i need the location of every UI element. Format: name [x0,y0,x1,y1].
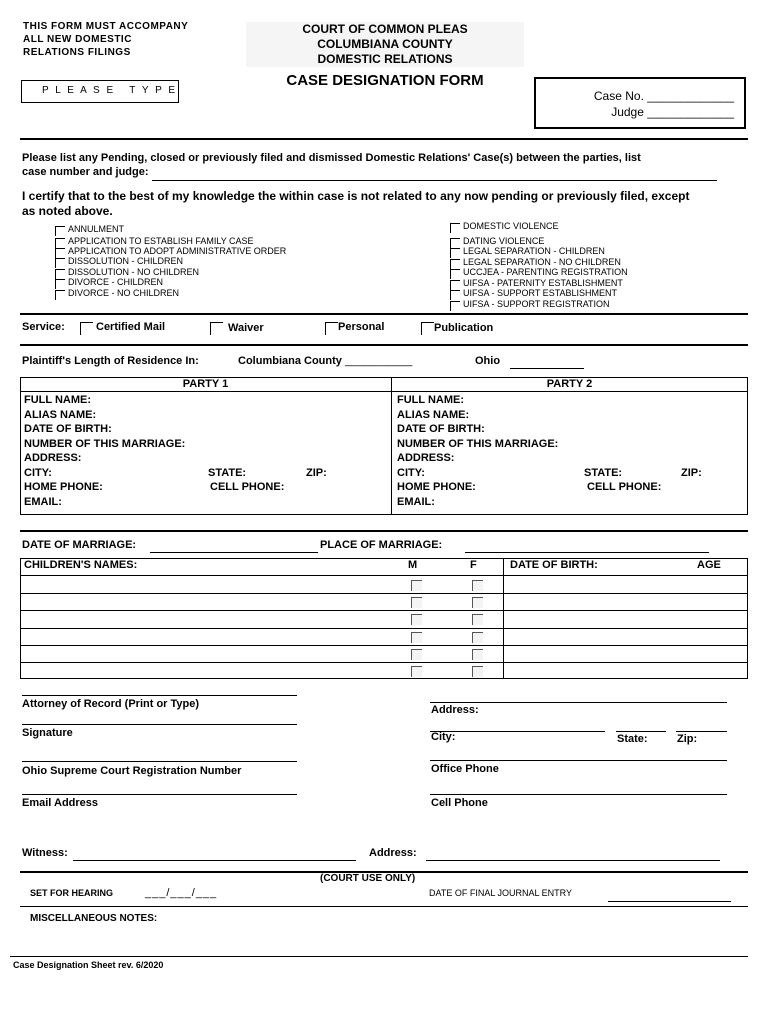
witness-line[interactable] [73,860,356,861]
checkbox[interactable] [450,238,460,248]
case-type-label: DISSOLUTION - NO CHILDREN [68,267,200,277]
service-option-label: Waiver [228,322,264,334]
child-f-checkbox[interactable] [472,666,483,677]
related-cases-line[interactable] [152,180,717,181]
certification-statement: I certify that to the best of my knowledge the within case is not related to any now pending or previously filed, except as noted above. [22,189,690,218]
children-table [20,558,748,679]
case-type-label: UIFSA - SUPPORT REGISTRATION [463,299,610,309]
party1-address[interactable]: ADDRESS: [24,452,82,464]
case-info-box [534,77,746,129]
signature-label: Signature [22,727,73,739]
attorney-record-line[interactable] [22,695,297,696]
checkbox[interactable] [450,290,460,300]
children-dob-header: DATE OF BIRTH: [510,559,598,571]
hearing-date-field[interactable]: ___/___/___ [145,887,218,899]
place-of-marriage-line[interactable] [465,552,709,553]
case-type-label: APPLICATION TO ADOPT ADMINISTRATIVE ORDER [68,246,287,256]
service-option-label: Certified Mail [96,321,166,333]
party2-city[interactable]: CITY: [397,466,425,479]
case-type-label: UCCJEA - PARENTING REGISTRATION [463,267,628,277]
case-number-field[interactable]: Case No. _____________ [593,89,734,103]
checkbox[interactable] [450,223,460,233]
office-phone-line[interactable] [430,760,727,761]
checkbox[interactable] [55,238,65,248]
date-of-marriage-line[interactable] [150,552,318,553]
service-option-label: Personal [338,321,385,333]
checkbox[interactable] [55,248,65,258]
witness-label: Witness: [22,847,68,859]
party2-full-name[interactable]: FULL NAME: [397,394,465,406]
child-f-checkbox[interactable] [472,597,483,608]
date-of-marriage-label: DATE OF MARRIAGE: [22,539,137,551]
service-waiver-checkbox[interactable] [210,322,223,335]
case-type-label: UIFSA - SUPPORT ESTABLISHMENT [463,288,618,298]
child-m-checkbox[interactable] [411,597,422,608]
pending-cases-instruction: Please list any Pending, closed or previously filed and dismissed Domestic Relations' Case(s) between the parties, list case number and judge: [22,152,641,178]
checkbox[interactable] [450,269,460,279]
party2-state[interactable]: STATE: [584,466,623,479]
judge-field[interactable]: Judge _____________ [611,105,734,119]
office-phone-label: Office Phone [431,763,499,775]
checkbox[interactable] [450,301,460,311]
child-m-checkbox[interactable] [411,649,422,660]
party1-dob[interactable]: DATE OF BIRTH: [24,423,112,435]
footer-revision: Case Designation Sheet rev. 6/2020 [13,960,164,970]
signature-line[interactable] [22,724,297,725]
case-type-label: DOMESTIC VIOLENCE [463,221,559,231]
case-type-label: DIVORCE - CHILDREN [68,277,164,287]
checkbox[interactable] [450,248,460,258]
party2-marriage-number[interactable]: NUMBER OF THIS MARRIAGE: [397,437,559,450]
case-type-label: APPLICATION TO ESTABLISH FAMILY CASE [68,236,254,246]
party1-zip[interactable]: ZIP: [306,466,327,479]
party2-email[interactable]: EMAIL: [397,495,435,508]
cell-phone-label: Cell Phone [431,797,488,809]
registration-label: Ohio Supreme Court Registration Number [22,765,242,777]
checkbox[interactable] [55,279,65,289]
child-m-checkbox[interactable] [411,632,422,643]
checkbox[interactable] [55,258,65,268]
cell-phone-line[interactable] [430,794,727,795]
case-type-label: DATING VIOLENCE [463,236,545,246]
party1-full-name[interactable]: FULL NAME: [24,394,92,406]
party1-marriage-number[interactable]: NUMBER OF THIS MARRIAGE: [24,437,186,450]
court-heading: COURT OF COMMON PLEAS COLUMBIANA COUNTY DOMESTIC RELATIONS [246,22,524,67]
child-m-checkbox[interactable] [411,580,422,591]
service-personal-checkbox[interactable] [325,322,338,335]
children-age-header: AGE [697,559,721,571]
misc-notes-label: MISCELLANEOUS NOTES: [30,913,158,924]
residence-label: Plaintiff's Length of Residence In: [22,355,199,367]
child-f-checkbox[interactable] [472,649,483,660]
party1-home-phone[interactable]: HOME PHONE: [24,481,103,493]
party2-home-phone[interactable]: HOME PHONE: [397,481,476,493]
children-f-header: F [470,559,477,571]
service-certified-mail-checkbox[interactable] [80,322,93,335]
service-publication-checkbox[interactable] [421,322,434,335]
place-of-marriage-label: PLACE OF MARRIAGE: [320,539,443,551]
court-use-heading: (COURT USE ONLY) [320,873,416,884]
final-journal-line[interactable] [608,901,731,902]
children-names-header: CHILDREN'S NAMES: [24,559,138,571]
child-f-checkbox[interactable] [472,580,483,591]
attorney-zip-line[interactable] [676,731,727,732]
attorney-zip-label: Zip: [677,733,698,745]
final-journal-label: DATE OF FINAL JOURNAL ENTRY [429,888,573,898]
case-type-label: UIFSA - PATERNITY ESTABLISHMENT [463,278,623,288]
filing-notice: THIS FORM MUST ACCOMPANY ALL NEW DOMESTIC RELATIONS FILINGS [23,21,189,58]
email-line[interactable] [22,794,297,795]
attorney-address-line[interactable] [430,702,727,703]
please-type-box: P L E A S E T Y P E [21,80,179,103]
party2-dob[interactable]: DATE OF BIRTH: [397,423,485,435]
attorney-record-label: Attorney of Record (Print or Type) [22,698,200,710]
case-type-label: LEGAL SEPARATION - CHILDREN [463,246,605,256]
children-m-header: M [408,559,418,571]
child-f-checkbox[interactable] [472,614,483,625]
child-m-checkbox[interactable] [411,666,422,677]
party2-cell-phone[interactable]: CELL PHONE: [587,481,662,493]
case-type-label: DISSOLUTION - CHILDREN [68,256,184,266]
residence-ohio-line[interactable] [510,368,584,369]
party1-state[interactable]: STATE: [208,466,247,479]
form-title: CASE DESIGNATION FORM [286,72,484,89]
attorney-state-label: State: [617,733,648,745]
attorney-state-line[interactable] [616,731,666,732]
case-type-label: LEGAL SEPARATION - NO CHILDREN [463,257,621,267]
party2-alias[interactable]: ALIAS NAME: [397,408,470,421]
checkbox[interactable] [450,259,460,269]
child-m-checkbox[interactable] [411,614,422,625]
party1-heading: PARTY 1 [182,378,229,390]
attorney-city-label: City: [431,731,456,743]
registration-line[interactable] [22,761,297,762]
set-for-hearing-label: SET FOR HEARING [30,888,114,898]
checkbox[interactable] [55,226,65,236]
party1-email[interactable]: EMAIL: [24,495,62,508]
attorney-city-line[interactable] [430,731,605,732]
attorney-address-label: Address: [431,704,479,716]
party2-zip[interactable]: ZIP: [681,466,702,479]
party2-address[interactable]: ADDRESS: [397,452,455,464]
party1-alias[interactable]: ALIAS NAME: [24,408,97,421]
residence-county: Columbiana County [238,355,342,367]
party1-cell-phone[interactable]: CELL PHONE: [210,481,285,493]
party2-heading: PARTY 2 [546,378,593,390]
checkbox[interactable] [55,290,65,300]
case-type-label: ANNULMENT [68,224,125,234]
residence-county-blank[interactable]: ___________ [345,355,413,367]
witness-address-label: Address: [369,847,417,859]
child-f-checkbox[interactable] [472,632,483,643]
witness-address-line[interactable] [426,860,720,861]
service-label: Service: [22,321,65,333]
checkbox[interactable] [450,280,460,290]
residence-ohio: Ohio [475,355,501,367]
case-type-label: DIVORCE - NO CHILDREN [68,288,180,298]
checkbox[interactable] [55,269,65,279]
service-option-label: Publication [434,322,494,334]
party1-city[interactable]: CITY: [24,466,52,479]
email-label: Email Address [22,797,99,809]
